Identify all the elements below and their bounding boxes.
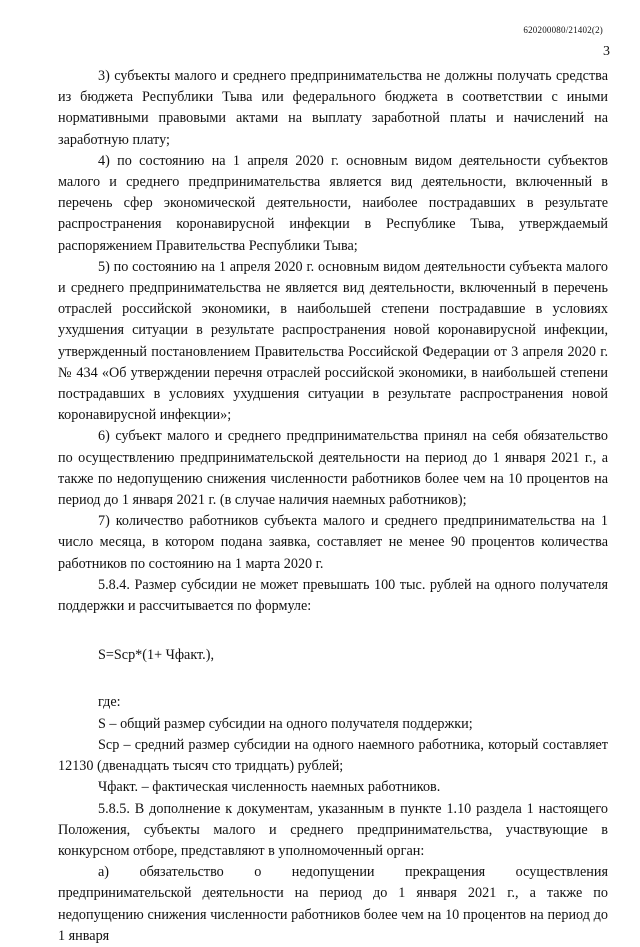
document-id: 620200080/21402(2) <box>523 25 603 35</box>
paragraph-5-8-5: 5.8.5. В дополнение к документам, указанным в пункте 1.10 раздела 1 настоящего Положения, субъекты малого и среднего предпринимательства, участвующие в конкурсном отборе, представляют в уполномоченный орган: <box>58 800 608 859</box>
definition-s: S – общий размер субсидии на одного получателя поддержки; <box>98 715 473 732</box>
page-number: 3 <box>603 44 610 59</box>
paragraph-item-6: 6) субъект малого и среднего предпринимательства принял на себя обязательство по осуществлению предпринимательской деятельности на период до 1 января 2021 г., а также по недопущению снижения численности работников более чем на 10 процентов на период до 1 января 2021 г. (в случае наличия наемных работников); <box>58 428 608 509</box>
paragraph-item-4: 4) по состоянию на 1 апреля 2020 г. основным видом деятельности субъектов малого и среднего предпринимательства является вид деятельности, включенный в перечень сфер экономической деятельности, наиболее пострадавших в результате распространения коронавирусной инфекции в Республике Тыва, утверждаемый распоряжением Правительства Республики Тыва; <box>58 152 608 254</box>
paragraph-item-3: 3) субъекты малого и среднего предпринимательства не должны получать средства из бюджета Республики Тыва или федерального бюджета в соответствии с иными нормативными правовыми актами на выплату заработной платы и начислений на заработную плату; <box>58 68 608 148</box>
definition-scp: Sср – средний размер субсидии на одного наемного работника, который составляет 12130 (двенадцать тысяч сто тридцать) рублей; <box>58 736 608 775</box>
paragraph-item-5: 5) по состоянию на 1 апреля 2020 г. основным видом деятельности субъекта малого и среднего предпринимательства не является вид деятельности, включенный в перечень отраслей российской экономики, в наибольшей степени пострадавшие в условиях ухудшения ситуации в результате распространения новой коронавирусной инфекции, утвержденный постановлением Правительства Российской Федерации от 3 апреля 2020 г. № 434 «Об утверждении перечня отраслей российской экономики, в наибольшей степени пострадавших в условиях ухудшения ситуации в результате распространения новой коронавирусной инфекции»; <box>58 258 608 424</box>
paragraph-item-7: 7) количество работников субъекта малого и среднего предпринимательства на 1 число месяца, в котором подана заявка, составляет не менее 90 процентов количества работников по состоянию на 1 марта 2020 г. <box>58 513 608 572</box>
paragraph-item-a: а) обязательство о недопущении прекращения осуществления предпринимательской деятельности на период до 1 января 2021 г., а также по недопущению снижения численности работников более чем на 10 процентов на период до 1 января <box>58 864 608 944</box>
formula-where-label: где: <box>98 694 121 711</box>
subsidy-formula: S=Sср*(1+ Чфакт.), <box>98 647 214 664</box>
paragraph-5-8-4: 5.8.4. Размер субсидии не может превышать 100 тыс. рублей на одного получателя поддержки и рассчитывается по формуле: <box>58 576 608 615</box>
document-body <box>58 66 608 947</box>
definition-chfakt: Чфакт. – фактическая численность наемных работников. <box>98 779 441 796</box>
